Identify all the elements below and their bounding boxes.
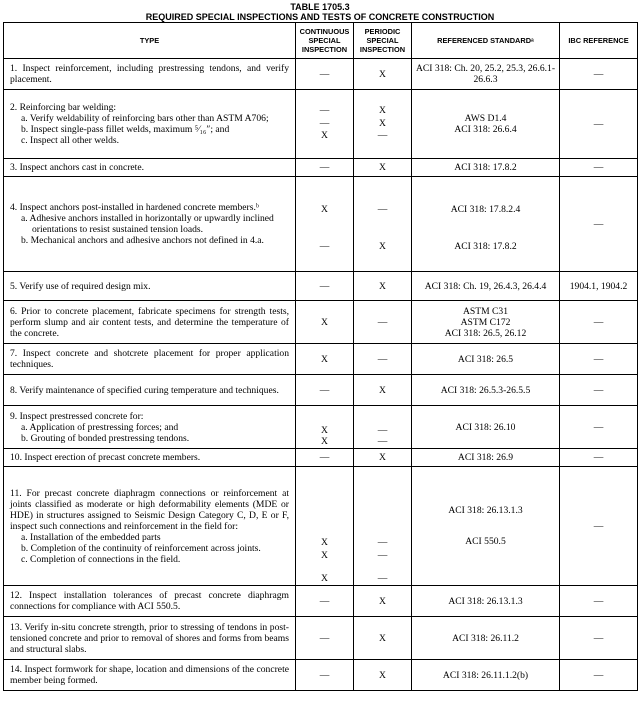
ibc-cell: — xyxy=(560,406,638,449)
standard-cell xyxy=(412,301,560,344)
standard-line: ASTM C31 xyxy=(462,305,509,317)
standard-cell: ACI 318: 26.9 xyxy=(412,449,560,467)
periodic-cell xyxy=(354,90,412,159)
ibc-cell: — xyxy=(560,59,638,90)
continuous-cell xyxy=(296,406,354,449)
table-row xyxy=(4,406,638,449)
standard-cell: ACI 318: Ch. 19, 26.4.3, 26.4.4 xyxy=(412,272,560,301)
type-cell: 3. Inspect anchors cast in concrete. xyxy=(4,159,296,177)
ibc-cell: — xyxy=(560,375,638,406)
mark: X xyxy=(379,241,386,252)
ibc-cell: — xyxy=(560,660,638,691)
header-continuous: CONTINUOUS SPECIAL INSPECTION xyxy=(296,23,354,59)
continuous-cell: — xyxy=(296,272,354,301)
periodic-cell: X xyxy=(354,375,412,406)
standard-line: ACI 550.5 xyxy=(465,536,506,547)
mark: X xyxy=(321,425,328,436)
ibc-cell: — xyxy=(560,344,638,375)
standard-cell: ACI 318: 26.11.1.2(b) xyxy=(412,660,560,691)
continuous-cell: — xyxy=(296,59,354,90)
type-cell xyxy=(4,406,296,449)
type-cell: 13. Verify in-situ concrete strength, prior to stressing of tendons in post-tensioned concrete and prior to removal of shores and forms from beams and structural slabs. xyxy=(4,617,296,660)
header-periodic: PERIODIC SPECIAL INSPECTION xyxy=(354,23,412,59)
periodic-cell xyxy=(354,406,412,449)
continuous-cell: — xyxy=(296,617,354,660)
sub-item: c. Completion of connections in the field. xyxy=(21,553,181,565)
mark: — xyxy=(377,573,388,584)
ibc-cell: — xyxy=(560,467,638,586)
mark: X xyxy=(321,573,328,584)
mark: — xyxy=(319,117,330,129)
header-standard: REFERENCED STANDARDᵃ xyxy=(412,23,560,59)
table-row xyxy=(4,344,638,375)
ibc-cell: — xyxy=(560,159,638,177)
table-number: TABLE 1705.3 xyxy=(290,2,350,12)
table-caption xyxy=(0,0,640,22)
standard-cell: ACI 318: 26.5.3-26.5.5 xyxy=(412,375,560,406)
table-row xyxy=(4,617,638,660)
mark: X xyxy=(321,130,328,142)
sub-item: b. Inspect single-pass fillet welds, maximum ⁵⁄₁₆″; and xyxy=(21,124,230,135)
ibc-cell: — xyxy=(560,301,638,344)
standard-cell: ACI 318: 26.5 xyxy=(412,344,560,375)
continuous-cell: — xyxy=(296,586,354,617)
table-row xyxy=(4,586,638,617)
table-row xyxy=(4,660,638,691)
type-cell xyxy=(4,467,296,586)
table-row xyxy=(4,177,638,272)
table-title: REQUIRED SPECIAL INSPECTIONS AND TESTS OF CONCRETE CONSTRUCTION xyxy=(145,12,495,22)
standard-line: ASTM C172 xyxy=(460,316,511,328)
mark: — xyxy=(377,537,388,548)
table-row xyxy=(4,159,638,177)
standard-line: ACI 318: 26.13.1.3 xyxy=(448,505,523,516)
ibc-cell: — xyxy=(560,449,638,467)
periodic-cell: — xyxy=(354,301,412,344)
mark: — xyxy=(319,241,330,252)
ibc-cell: — xyxy=(560,90,638,159)
type-cell: 6. Prior to concrete placement, fabricate specimens for strength tests, perform slump and air content tests, and determine the temperature of the concrete. xyxy=(4,301,296,344)
item-heading: 4. Inspect anchors post-installed in hardened concrete members.ᵇ xyxy=(10,202,259,213)
sub-item: a. Installation of the embedded parts xyxy=(21,531,161,543)
periodic-cell: X xyxy=(354,59,412,90)
table-row xyxy=(4,375,638,406)
sub-item: a. Verify weldability of reinforcing bars other than ASTM A706; xyxy=(21,113,269,124)
mark: — xyxy=(377,550,388,561)
type-cell: 12. Inspect installation tolerances of precast concrete diaphragm connections for compliance with ACI 550.5. xyxy=(4,586,296,617)
table-row xyxy=(4,90,638,159)
inspection-table xyxy=(3,22,638,691)
header-type: TYPE xyxy=(4,23,296,59)
ibc-cell: — xyxy=(560,177,638,272)
standard-cell: ACI 318: 26.11.2 xyxy=(412,617,560,660)
continuous-cell: — xyxy=(296,449,354,467)
continuous-cell: X xyxy=(296,301,354,344)
type-cell: 8. Verify maintenance of specified curing temperature and techniques. xyxy=(4,375,296,406)
standard-line: AWS D1.4 xyxy=(464,113,507,124)
type-cell: 1. Inspect reinforcement, including prestressing tendons, and verify placement. xyxy=(4,59,296,90)
periodic-cell: X xyxy=(354,159,412,177)
standard-cell: ACI 318: 26.10 xyxy=(412,406,560,449)
item-heading: 11. For precast concrete diaphragm connections or reinforcement at joints classified as moderate or high deformability elements (MDE or HDE) in structures assigned to Seismic Design Category C, D, E or F, inspect such connections and reinforcement in the field for: xyxy=(10,487,289,532)
standard-cell: ACI 318: Ch. 20, 25.2, 25.3, 26.6.1-26.6.3 xyxy=(412,59,560,90)
mark: X xyxy=(321,436,328,447)
mark: — xyxy=(377,204,388,215)
standard-cell xyxy=(412,177,560,272)
standard-cell xyxy=(412,467,560,586)
table-row xyxy=(4,59,638,90)
standard-cell: ACI 318: 26.13.1.3 xyxy=(412,586,560,617)
standard-line: ACI 318: 17.8.2 xyxy=(454,241,517,252)
ibc-cell: — xyxy=(560,586,638,617)
continuous-cell: — xyxy=(296,660,354,691)
standard-cell: ACI 318: 17.8.2 xyxy=(412,159,560,177)
mark: X xyxy=(321,537,328,548)
ibc-cell: 1904.1, 1904.2 xyxy=(560,272,638,301)
type-cell: 14. Inspect formwork for shape, location and dimensions of the concrete member being formed. xyxy=(4,660,296,691)
standard-cell xyxy=(412,90,560,159)
sub-item: b. Completion of the continuity of reinforcement across joints. xyxy=(21,542,261,554)
periodic-cell: — xyxy=(354,344,412,375)
periodic-cell xyxy=(354,177,412,272)
table-row xyxy=(4,467,638,586)
sub-item: b. Grouting of bonded prestressing tendons. xyxy=(21,432,190,444)
header-row xyxy=(4,23,638,59)
continuous-cell: — xyxy=(296,159,354,177)
mark: — xyxy=(377,425,388,436)
mark: — xyxy=(319,105,330,117)
continuous-cell xyxy=(296,90,354,159)
continuous-cell: X xyxy=(296,344,354,375)
type-cell xyxy=(4,90,296,159)
mark: X xyxy=(379,117,386,129)
type-cell xyxy=(4,177,296,272)
periodic-cell: X xyxy=(354,586,412,617)
mark: X xyxy=(321,550,328,561)
standard-line: ACI 318: 26.6.4 xyxy=(454,124,517,135)
header-ibc: IBC REFERENCE xyxy=(560,23,638,59)
mark: X xyxy=(379,105,386,117)
type-cell: 5. Verify use of required design mix. xyxy=(4,272,296,301)
ibc-cell: — xyxy=(560,617,638,660)
sub-item: b. Mechanical anchors and adhesive anchors not defined in 4.a. xyxy=(21,235,264,246)
periodic-cell: X xyxy=(354,617,412,660)
mark: — xyxy=(377,130,388,142)
continuous-cell xyxy=(296,177,354,272)
periodic-cell: X xyxy=(354,272,412,301)
continuous-cell: — xyxy=(296,375,354,406)
standard-line: ACI 318: 26.5, 26.12 xyxy=(444,327,527,339)
mark: X xyxy=(321,204,328,215)
table-row xyxy=(4,449,638,467)
periodic-cell: X xyxy=(354,660,412,691)
type-cell: 10. Inspect erection of precast concrete members. xyxy=(4,449,296,467)
type-cell: 7. Inspect concrete and shotcrete placement for proper application techniques. xyxy=(4,344,296,375)
sub-item: a. Application of prestressing forces; and xyxy=(21,421,179,433)
table-row xyxy=(4,272,638,301)
periodic-cell xyxy=(354,467,412,586)
item-heading: 2. Reinforcing bar welding: xyxy=(10,102,117,113)
sub-item: c. Inspect all other welds. xyxy=(21,135,120,146)
continuous-cell xyxy=(296,467,354,586)
mark: — xyxy=(377,436,388,447)
standard-line: ACI 318: 17.8.2.4 xyxy=(450,204,521,215)
periodic-cell: X xyxy=(354,449,412,467)
item-heading: 9. Inspect prestressed concrete for: xyxy=(10,410,144,422)
table-row xyxy=(4,301,638,344)
sub-item: a. Adhesive anchors installed in horizontally or upwardly inclined orientations to resist sustained tension loads. xyxy=(21,213,274,235)
